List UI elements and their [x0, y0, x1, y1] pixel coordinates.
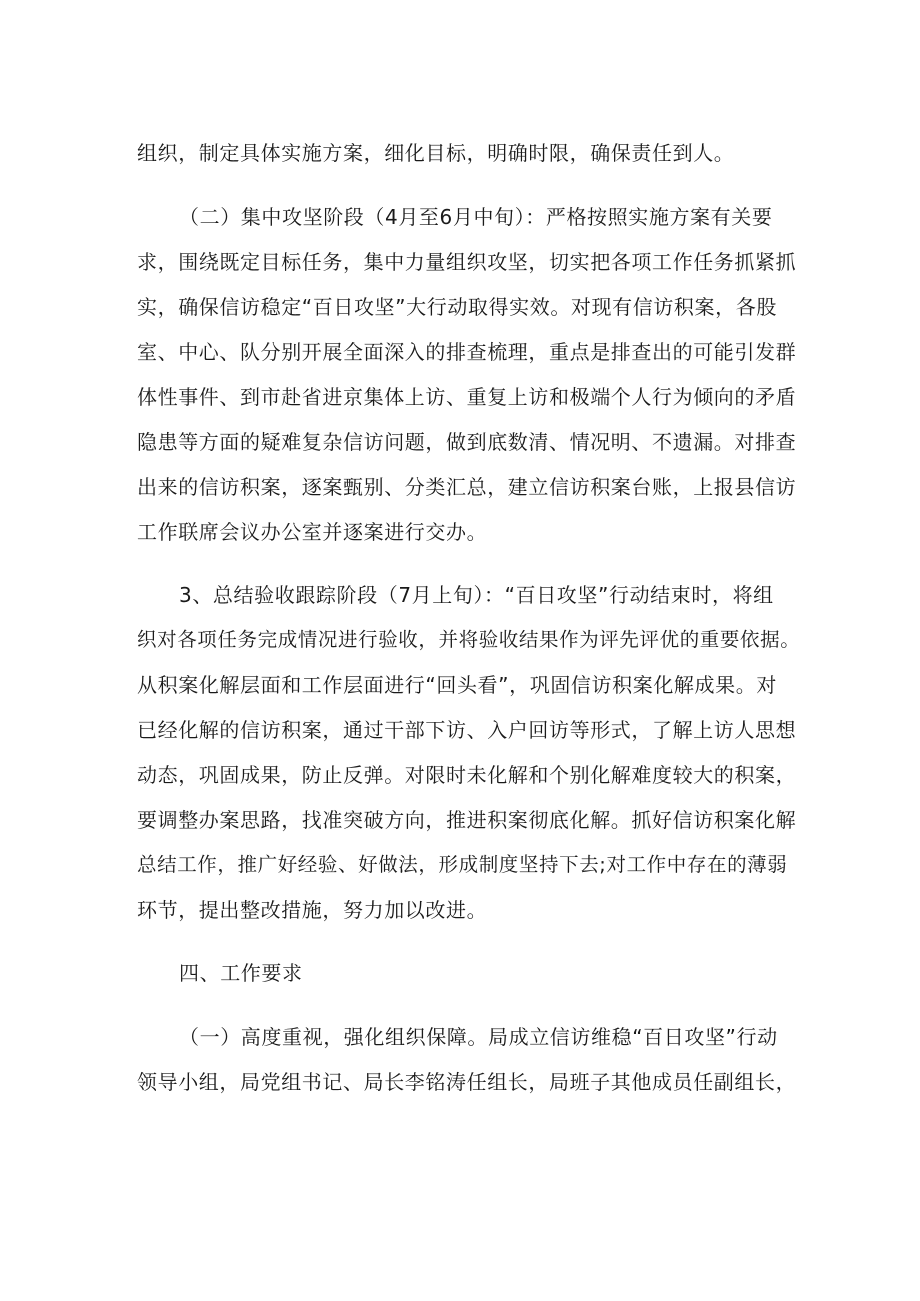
text-line: 从积案化解层面和工作层面进行“回头看”，巩固信访积案化解成果。对 — [137, 673, 777, 697]
text-line: 动态，巩固成果，防止反弹。对限时未化解和个别化解难度较大的积案， — [137, 763, 797, 787]
text-line: （一）高度重视，强化组织保障。局成立信访维稳“百日攻坚”行动 — [179, 1025, 778, 1049]
text-line: 已经化解的信访积案，通过干部下访、入户回访等形式，了解上访人思想 — [137, 718, 797, 742]
text-line: 室、中心、队分别开展全面深入的排查梳理，重点是排查出的可能引发群 — [137, 340, 797, 364]
text-line: 工作联席会议办公室并逐案进行交办。 — [137, 520, 488, 544]
section-heading: 四、工作要求 — [179, 961, 303, 985]
text-line: （二）集中攻坚阶段（4月至6月中旬）：严格按照实施方案有关要 — [179, 205, 773, 229]
text-line: 组织，制定具体实施方案，细化目标，明确时限，确保责任到人。 — [137, 141, 735, 165]
text-line: 环节，提出整改措施，努力加以改进。 — [137, 898, 488, 922]
text-line: 织对各项任务完成情况进行验收，并将验收结果作为评先评优的重要依据。 — [137, 628, 801, 651]
text-line: 实，确保信访稳定“百日攻坚”大行动取得实效。对现有信访积案，各股 — [137, 295, 777, 319]
text-line: 体性事件、到市赴省进京集体上访、重复上访和极端个人行为倾向的矛盾 — [137, 385, 797, 409]
text-line: 隐患等方面的疑难复杂信访问题，做到底数清、情况明、不遗漏。对排查 — [137, 430, 797, 454]
text-line: 要调整办案思路，找准突破方向，推进积案彻底化解。抓好信访积案化解 — [137, 808, 797, 832]
text-line: 总结工作，推广好经验、好做法，形成制度坚持下去;对工作中存在的薄弱 — [137, 853, 788, 876]
text-line: 出来的信访积案，逐案甄别、分类汇总，建立信访积案台账，上报县信访 — [137, 475, 797, 499]
text-line: 3、总结验收跟踪阶段（7月上旬）：“百日攻坚”行动结束时，将组 — [179, 583, 774, 607]
text-line: 求，围绕既定目标任务，集中力量组织攻坚，切实把各项工作任务抓紧抓 — [137, 250, 797, 274]
text-line: 领导小组，局党组书记、局长李铭涛任组长，局班子其他成员任副组长， — [137, 1070, 797, 1094]
